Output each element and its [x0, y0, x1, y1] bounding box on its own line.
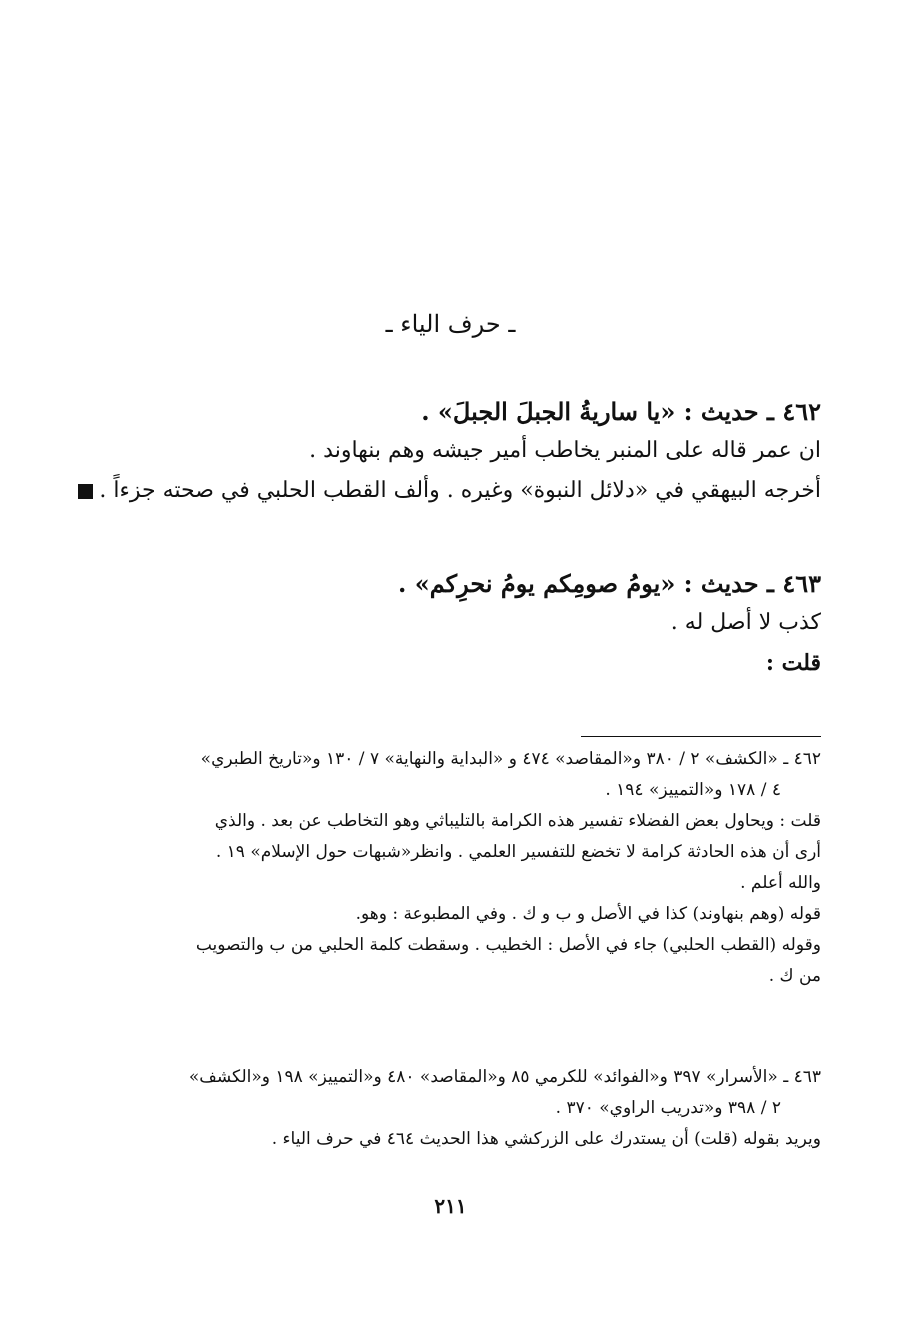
- page-number: ٢١١: [434, 1194, 467, 1218]
- hadith-entry-462: [76, 393, 821, 511]
- footnote-line: ٢ / ٣٩٨ و«تدريب الراوي» ٣٧٠ .: [555, 1098, 781, 1118]
- hadith-text: أخرجه البيهقي في «دلائل النبوة» وغيره . وألف القطب الحلبي في صحته جزءاً .: [99, 478, 821, 503]
- hadith-text-line: ان عمر قاله على المنبر يخاطب أمير جيشه وهم بنهاوند .: [309, 438, 821, 463]
- hadith-heading: ٤٦٣ ـ حديث : «يومُ صومِكم يومُ نحرِكم» .: [398, 569, 821, 598]
- footnote-line: أرى أن هذه الحادثة كرامة لا تخضع للتفسير العلمي . وانظر«شبهات حول الإسلام» ١٩ .: [215, 842, 821, 862]
- footnote-line: ويريد بقوله (قلت) أن يستدرك على الزركشي هذا الحديث ٤٦٤ في حرف الياء .: [271, 1129, 821, 1149]
- end-of-entry-mark: [78, 484, 93, 499]
- hadith-text-line: [76, 471, 821, 511]
- footnote-462: [76, 744, 821, 992]
- hadith-text-line: كذب لا أصل له .: [670, 610, 821, 635]
- hadith-heading: ٤٦٢ ـ حديث : «يا ساريةُ الجبلَ الجبلَ» .: [421, 397, 821, 426]
- footnote-line: ٤٦٣ ـ «الأسرار» ٣٩٧ و«الفوائد» للكرمي ٨٥ و«المقاصد» ٤٨٠ و«التمييز» ١٩٨ و«الكشف»: [188, 1067, 821, 1087]
- hadith-text-line: قلت :: [765, 650, 821, 676]
- footnote-line: من ك .: [768, 966, 821, 986]
- hadith-entry-463: [76, 565, 821, 683]
- footnote-separator: [581, 736, 821, 737]
- footnote-line: قوله (وهم بنهاوند) كذا في الأصل و ب و ك . وفي المطبوعة : وهو.: [355, 904, 821, 924]
- footnote-line: والله أعلم .: [740, 873, 821, 893]
- footnote-line: وقوله (القطب الحلبي) جاء في الأصل : الخطيب . وسقطت كلمة الحلبي من ب والتصويب: [195, 935, 821, 955]
- footnote-line: ٤ / ١٧٨ و«التمييز» ١٩٤ .: [605, 780, 781, 800]
- footnote-line: قلت : ويحاول بعض الفضلاء تفسير هذه الكرامة بالتليباثي وهو التخاطب عن بعد . والذي: [214, 811, 821, 831]
- footnote-463: [76, 1062, 821, 1155]
- section-title: ـ حرف الياء ـ: [385, 310, 516, 338]
- footnote-line: ٤٦٢ ـ «الكشف» ٢ / ٣٨٠ و«المقاصد» ٤٧٤ و «البداية والنهاية» ٧ / ١٣٠ و«تاريخ الطبري»: [200, 749, 821, 769]
